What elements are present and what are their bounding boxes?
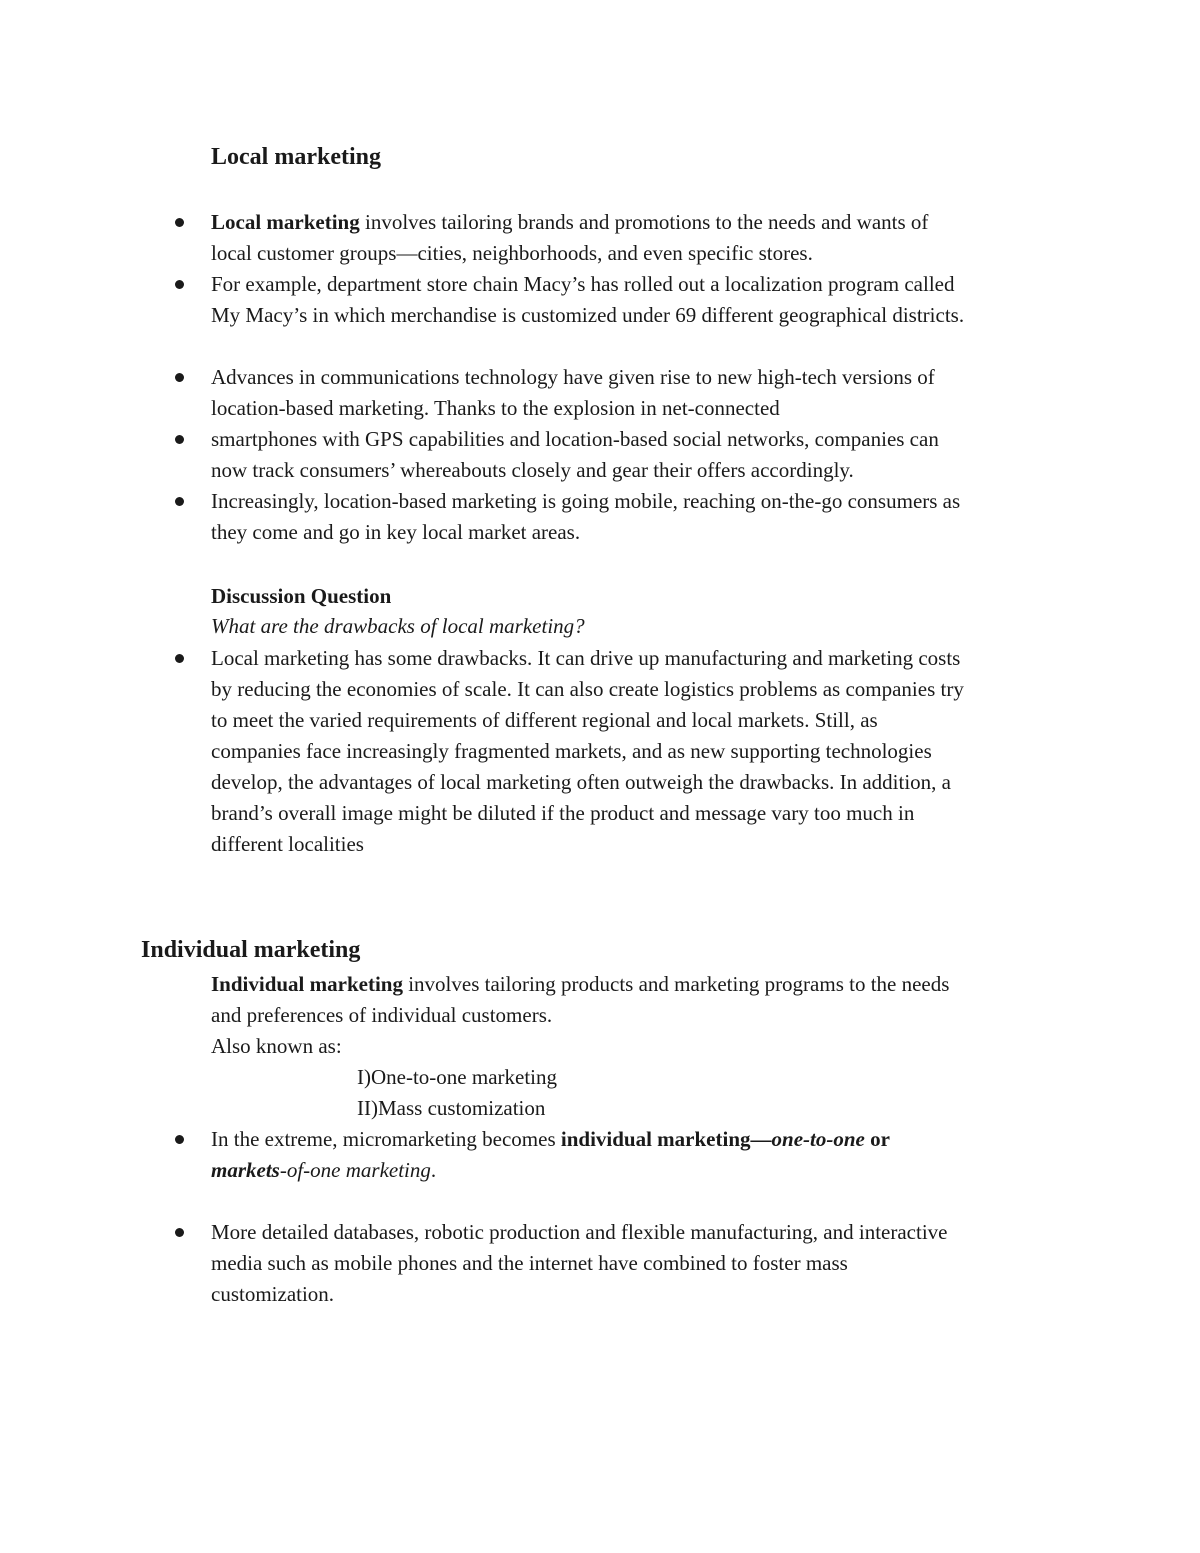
discussion-answer-line-1: Local marketing has some drawbacks. It can drive up manufacturing and marketing costs (211, 646, 961, 670)
heading-individual-marketing: Individual marketing (141, 937, 361, 963)
individual-bullet-2-line-3: customization. (211, 1282, 335, 1306)
text-span: individual marketing— (560, 1127, 772, 1151)
individual-bullet-1-line-1 (211, 1124, 890, 1155)
local-bullet-2-line-1: For example, department store chain Macy’s has rolled out a localization program called (211, 272, 955, 296)
discussion-answer-line-5: develop, the advantages of local marketing often outweigh the drawbacks. In addition, a (211, 770, 952, 794)
also-known-as: Also known as: (211, 1034, 342, 1058)
bullet-icon (175, 654, 184, 663)
local-bullet-4-line-1: smartphones with GPS capabilities and location-based social networks, companies can (211, 427, 939, 451)
bullet-icon (175, 1135, 184, 1144)
text-span: involves tailoring products and marketing programs to the needs (402, 972, 950, 996)
text-span: or (864, 1127, 890, 1151)
local-bullet-3-line-2: location-based marketing. Thanks to the explosion in net-connected (211, 396, 780, 420)
local-bullet-5-line-1: Increasingly, location-based marketing is going mobile, reaching on-the-go consumers as (211, 489, 961, 513)
bullet-icon (175, 218, 184, 227)
term-individual-marketing: Individual marketing (211, 972, 403, 996)
local-bullet-2-line-2: My Macy’s in which merchandise is customized under 69 different geographical districts. (211, 303, 965, 327)
discussion-answer-line-3: to meet the varied requirements of different regional and local markets. Still, as (211, 708, 878, 732)
local-bullet-1-line-1 (211, 207, 928, 238)
bullet-icon (175, 280, 184, 289)
text-span: . (430, 1158, 437, 1182)
bullet-icon (175, 1228, 184, 1237)
bullet-icon (175, 373, 184, 382)
bullet-icon (175, 435, 184, 444)
bullet-icon (175, 497, 184, 506)
aka-item-1: I)One-to-one marketing (357, 1065, 558, 1089)
local-bullet-4-line-2: now track consumers’ whereabouts closely and gear their offers accordingly. (211, 458, 854, 482)
discussion-question-title: Discussion Question (211, 584, 392, 608)
text-span: -of-one marketing (279, 1158, 431, 1182)
text-span: In the extreme, micromarketing becomes (211, 1127, 561, 1151)
local-bullet-1-line-2: local customer groups—cities, neighborhoods, and even specific stores. (211, 241, 813, 265)
discussion-answer-line-2: by reducing the economies of scale. It can also create logistics problems as companies try (211, 677, 964, 701)
individual-bullet-1-line-2 (211, 1155, 436, 1186)
text-span: one-to-one (771, 1127, 865, 1151)
discussion-answer-line-7: different localities (211, 832, 364, 856)
individual-intro-line-2: and preferences of individual customers. (211, 1003, 553, 1027)
term-local-marketing: Local marketing (211, 210, 360, 234)
aka-item-2: II)Mass customization (357, 1096, 546, 1120)
individual-bullet-2-line-2: media such as mobile phones and the internet have combined to foster mass (211, 1251, 848, 1275)
individual-intro-line-1 (211, 969, 949, 1000)
individual-bullet-2-line-1: More detailed databases, robotic production and flexible manufacturing, and interactive (211, 1220, 948, 1244)
text-span: markets (211, 1158, 280, 1182)
discussion-answer-line-6: brand’s overall image might be diluted if the product and message vary too much in (211, 801, 915, 825)
discussion-answer-line-4: companies face increasingly fragmented markets, and as new supporting technologies (211, 739, 932, 763)
text-span: involves tailoring brands and promotions to the needs and wants of (359, 210, 929, 234)
local-bullet-3-line-1: Advances in communications technology have given rise to new high-tech versions of (211, 365, 935, 389)
heading-local-marketing: Local marketing (211, 144, 381, 170)
local-bullet-5-line-2: they come and go in key local market areas. (211, 520, 581, 544)
discussion-question: What are the drawbacks of local marketing? (211, 614, 585, 638)
